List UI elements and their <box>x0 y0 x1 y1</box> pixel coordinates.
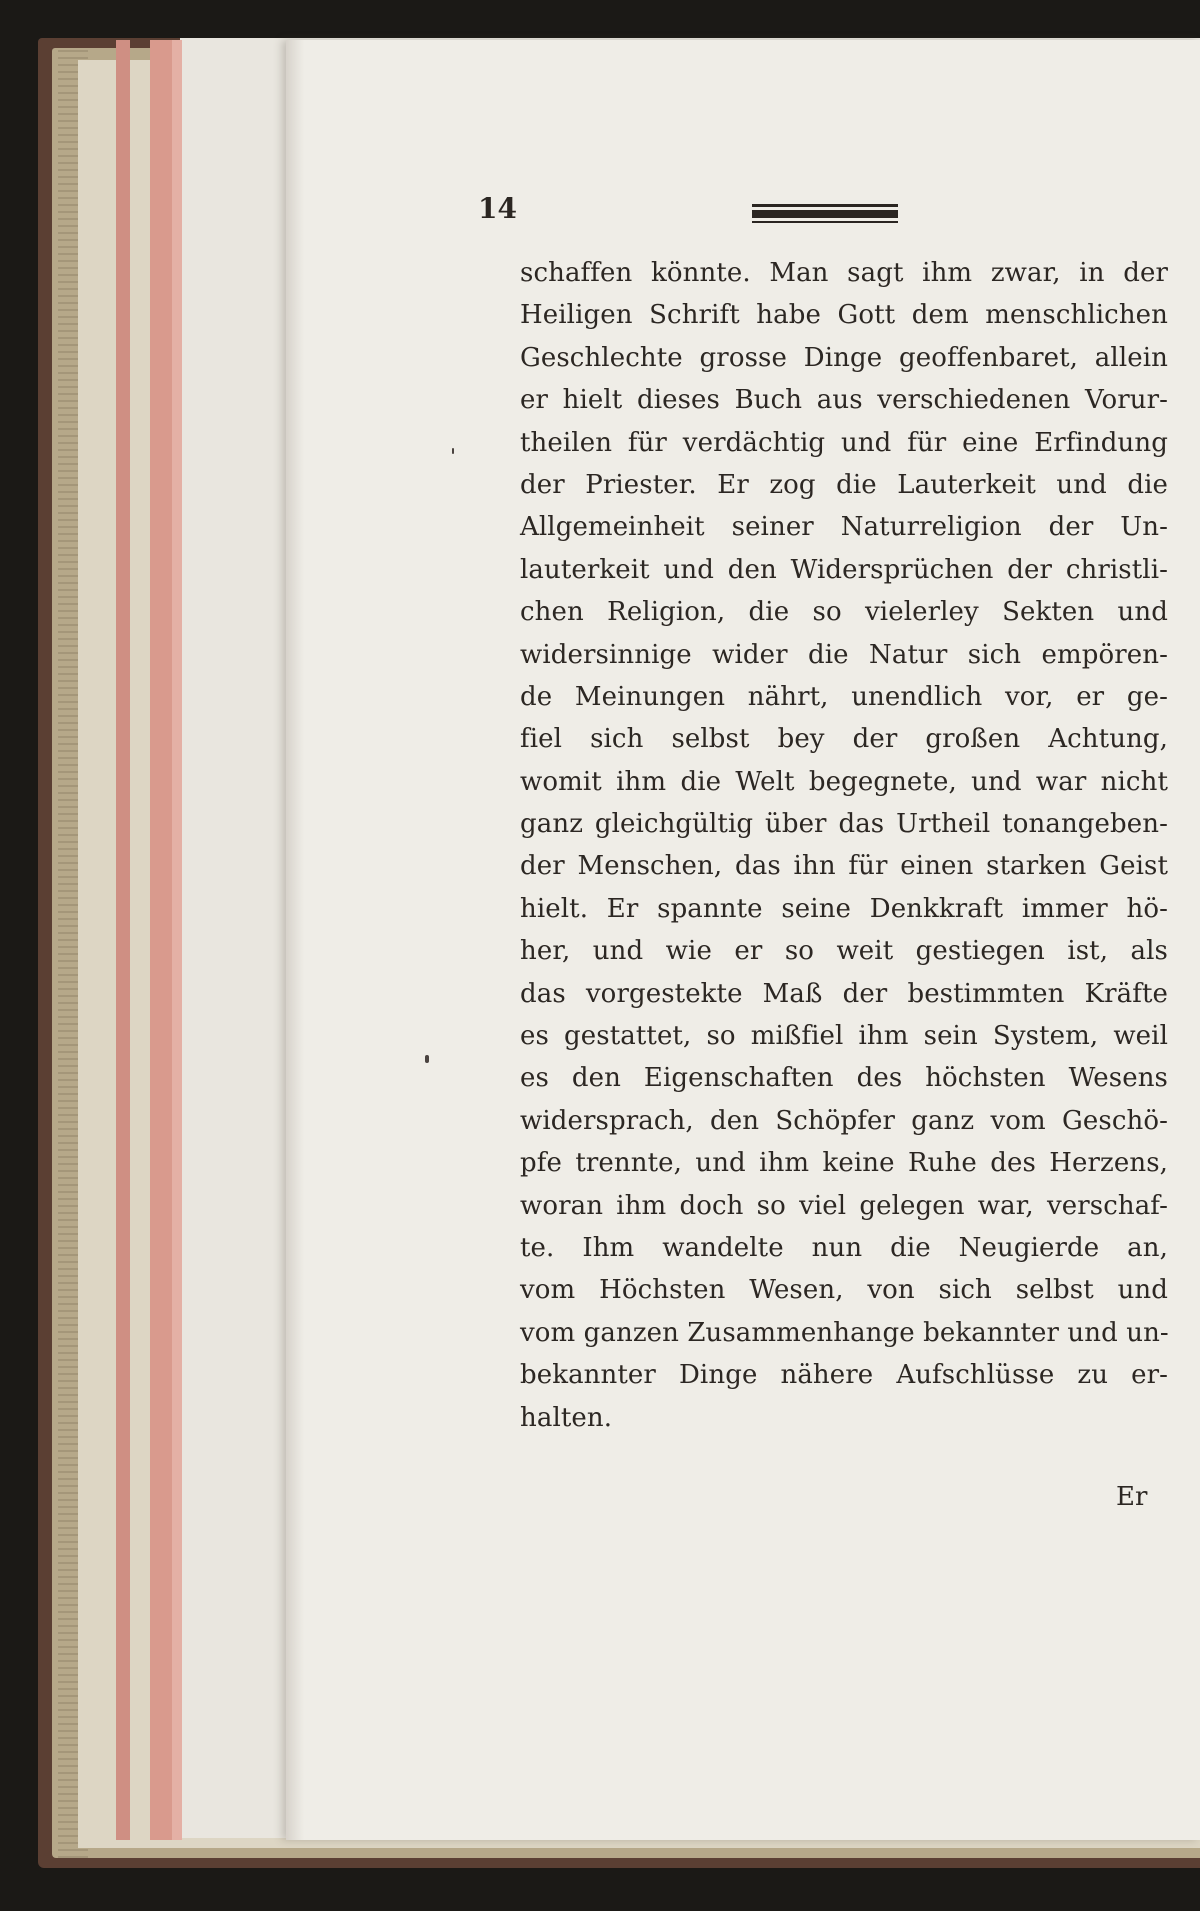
text-line: schaffen könnte. Man sagt ihm zwar, in der <box>520 258 1168 288</box>
text-line: woran ihm doch so viel gelegen war, verschaf- <box>520 1190 1168 1221</box>
paper-speck <box>452 448 454 454</box>
text-line: vom Höchsten Wesen, von sich selbst und <box>520 1275 1168 1306</box>
text-line: der Priester. Er zog die Lauterkeit und die <box>520 469 1168 500</box>
red-page-edge <box>172 40 182 1840</box>
text-line: es den Eigenschaften des höchsten Wesens <box>520 1063 1168 1094</box>
body-text <box>520 252 1168 1439</box>
text-line: Geschlechte grosse Dinge geoffenbaret, allein <box>520 342 1168 373</box>
red-page-edge <box>116 40 130 1840</box>
text-line: Allgemeinheit seiner Naturreligion der Un- <box>520 512 1168 543</box>
header-ornament-rule <box>752 204 898 222</box>
text-line: chen Religion, die so vielerley Sekten und <box>520 597 1168 628</box>
text-line: der Menschen, das ihn für einen starken Geist <box>520 851 1168 882</box>
text-line: womit ihm die Welt begegnete, und war nicht <box>520 766 1168 797</box>
text-line: theilen für verdächtig und für eine Erfindung <box>520 427 1168 458</box>
text-line: es gestattet, so mißfiel ihm sein System, weil <box>520 1021 1168 1052</box>
catchword: Er <box>1116 1482 1148 1512</box>
text-line: fiel sich selbst bey der großen Achtung, <box>520 724 1168 755</box>
text-line: pfe trennte, und ihm keine Ruhe des Herzens, <box>520 1148 1168 1179</box>
paper-speck <box>425 1055 429 1063</box>
text-line: ganz gleichgültig über das Urtheil tonangeben- <box>520 809 1168 840</box>
text-line: widersinnige wider die Natur sich empören- <box>520 639 1168 670</box>
text-line: widersprach, den Schöpfer ganz vom Geschö- <box>520 1105 1168 1136</box>
text-line: Heiligen Schrift habe Gott dem menschlichen <box>520 300 1168 331</box>
text-line: lauterkeit und den Widersprüchen der christli- <box>520 554 1168 585</box>
text-line: er hielt dieses Buch aus verschiedenen Vorur- <box>520 385 1168 416</box>
text-line: bekannter Dinge nähere Aufschlüsse zu er- <box>520 1360 1168 1391</box>
text-line: te. Ihm wandelte nun die Neugierde an, <box>520 1232 1168 1263</box>
text-line: her, und wie er so weit gestiegen ist, als <box>520 936 1168 967</box>
page-number: 14 <box>478 192 517 225</box>
text-line: halten. <box>520 1402 613 1433</box>
text-line: hielt. Er spannte seine Denkkraft immer hö- <box>520 893 1168 924</box>
text-line: vom ganzen Zusammenhange bekannter und un- <box>520 1317 1169 1348</box>
text-line: das vorgestekte Maß der bestimmten Kräfte <box>520 978 1168 1009</box>
text-line: de Meinungen nährt, unendlich vor, er ge- <box>520 681 1168 712</box>
